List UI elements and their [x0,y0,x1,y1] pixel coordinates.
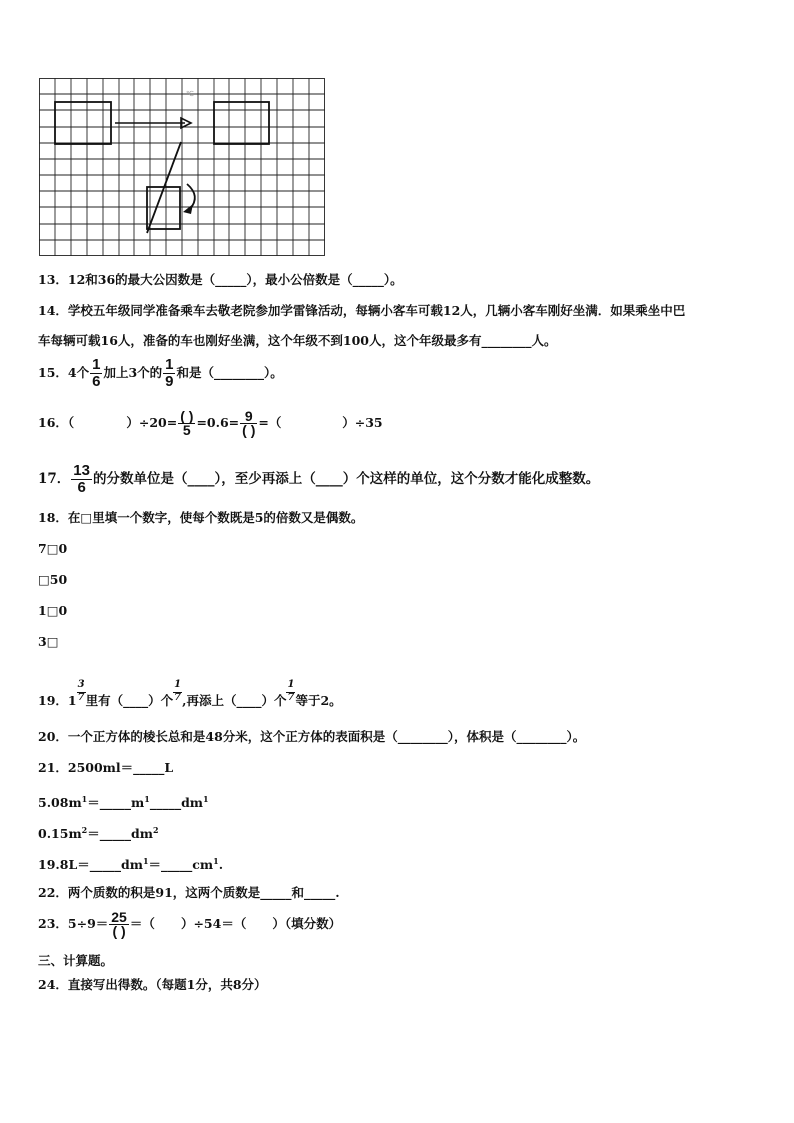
q21-text: ＝_____dm [87,826,153,842]
q23-prefix: 23．5÷9＝ [38,916,109,931]
q16-prefix: 16．（ ）÷20= [38,415,178,430]
superscript: 1 [142,856,149,866]
question-23 [38,911,341,938]
fraction-numerator: 1 [287,679,295,690]
grid-transform-figure [39,78,325,256]
question-21-line-1: 21．2500ml＝_____L [38,760,174,775]
q21-text: 19.8L＝_____dm [38,857,143,873]
fraction-denominator: 5 [182,422,191,438]
q21-text: 0.15m [38,826,82,842]
q21-text: . [218,857,224,873]
fraction [240,410,257,437]
fraction-denominator: 7 [77,692,85,703]
superscript: 1 [203,794,209,804]
q16-suffix: =（ ）÷35 [258,415,383,430]
question-20: 20．一个正方体的棱长总和是48分米，这个正方体的表面积是（________），体积是（________）。 [38,729,586,744]
fraction-numerator: 1 [92,356,101,373]
q15-prefix: 15．4个 [38,365,90,380]
superscript: 1 [144,794,150,804]
fraction-denominator: 7 [287,692,295,703]
small-fraction [286,679,295,703]
q21-text: _____dm [149,795,204,811]
grid-lines [39,78,325,256]
q21-text: ＝_____cm [148,857,214,873]
fraction-numerator: 13 [73,462,90,479]
section-title: 三、计算题。 [38,953,114,968]
q19-mid1: 里有（____）个 [85,693,174,708]
superscript: 2 [152,825,159,835]
question-22: 22．两个质数的积是91，这两个质数是_____和_____. [38,885,340,900]
question-13: 13．12和36的最大公因数是（_____），最小公倍数是（_____）。 [38,272,403,287]
small-fraction [77,679,86,703]
q17-prefix: 17． [38,471,71,487]
q15-suffix: 和是（________）。 [176,365,283,380]
fraction-numerator: 1 [165,356,174,373]
q18-item-1: 7□0 [38,541,68,556]
rotated-rectangle [147,187,180,229]
fraction [71,463,92,496]
fraction [163,357,175,390]
fraction-denominator: ( ) [242,422,256,438]
rotation-arrowhead [183,204,193,214]
q16-mid: =0.6= [196,415,240,430]
question-19 [38,679,342,709]
fraction-denominator: 6 [77,479,86,496]
q21-text: 5.08m [38,795,82,811]
q19-prefix: 19．1 [38,693,77,708]
fraction-denominator: 7 [174,692,182,703]
rotation-arrow [187,184,195,209]
fraction-denominator: ( ) [112,923,126,939]
faint-mark: ℃ [186,90,194,98]
superscript: 2 [81,825,88,835]
fraction-numerator: 3 [77,679,85,690]
question-14-line-1: 14．学校五年级同学准备乘车去敬老院参加学雷锋活动，每辆小客车可载12人，几辆小客车刚好坐满．如果乘坐中巴 [38,303,686,318]
question-18: 18．在□里填一个数字，使每个数既是5的倍数又是偶数。 [38,510,364,525]
q15-mid: 加上3个的 [103,365,163,380]
superscript: 1 [213,856,219,866]
fraction-denominator: 9 [165,373,174,390]
q18-item-4: 3□ [38,634,59,649]
small-fraction [173,679,182,703]
q19-mid2: ,再添上（____）个 [182,693,287,708]
question-21-line-2 [38,791,209,811]
q18-item-3: 1□0 [38,603,68,618]
fraction [109,911,129,938]
q21-text: ＝_____m [87,795,145,811]
question-24: 24．直接写出得数。（每题1分，共8分） [38,977,267,992]
q23-suffix: ＝（ ）÷54＝（ ）（填分数） [129,916,342,931]
fraction-numerator: 1 [174,679,182,690]
fraction-numerator: ( ) [180,408,194,424]
fraction-numerator: 9 [240,410,257,424]
fraction-numerator: 25 [111,909,127,925]
q18-item-2: □50 [38,572,68,587]
question-21-line-4 [38,853,223,873]
fraction [178,410,195,437]
question-14-line-2: 车每辆可载16人，准备的车也刚好坐满，这个年级不到100人，这个年级最多有________人。 [38,333,557,348]
question-15 [38,357,283,390]
question-21-line-3 [38,822,159,842]
superscript: 1 [81,794,88,804]
fraction-denominator: 6 [92,373,101,390]
q17-suffix: 的分数单位是（____），至少再添上（____）个这样的单位，这个分数才能化成整数。 [92,471,600,487]
fraction [90,357,102,390]
q19-suffix: 等于2。 [295,693,342,708]
question-16 [38,410,383,437]
question-17 [38,463,599,496]
